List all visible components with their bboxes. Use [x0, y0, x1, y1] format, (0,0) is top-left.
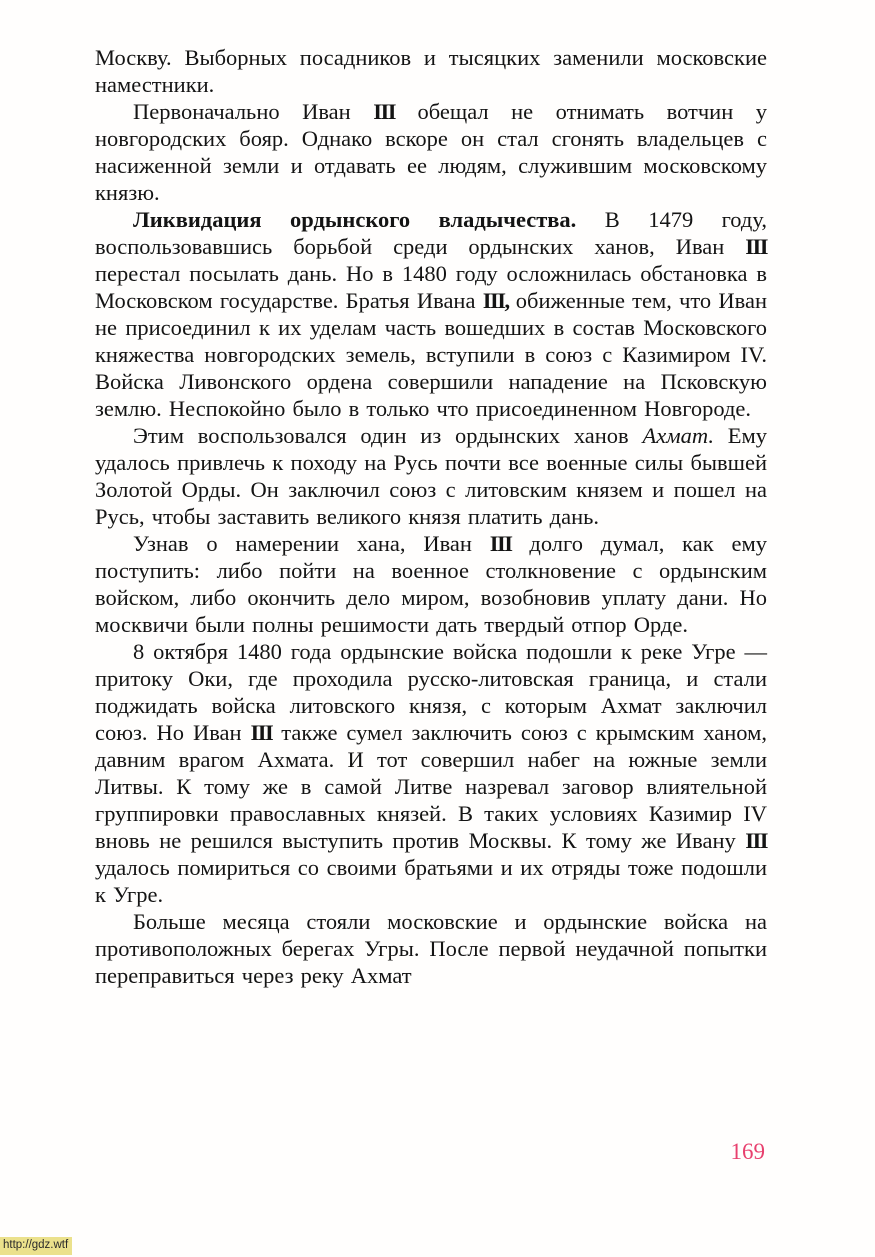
page-number: 169 [730, 1139, 765, 1164]
paragraph [95, 98, 767, 206]
text-segment: удалось помириться со своими братьями и их отряды тоже подошли к Угре. [95, 855, 767, 907]
roman-numeral: III [489, 531, 512, 556]
paragraph [95, 422, 767, 530]
text-segment: 8 октября 1480 года ордынские войска подошли к реке Угре — притоку Оки, где проходила русско-литовская граница, и стали поджидать войска литовского князя, с которым Ахмат заключил союз. Но Иван [95, 639, 767, 745]
italic-name: Ахмат. [642, 423, 714, 448]
text-segment: перестал посылать дань. Но в 1480 году осложнилась обстановка в Московском государстве. Братья Ивана [95, 261, 767, 313]
text-segment: долго думал, как ему поступить: либо пойти на военное столкновение с ордынским войском, либо окончить дело миром, возобновив уплату дани. Но москвичи были полны решимости дать твердый отпор Орде. [95, 531, 767, 637]
text-segment: Первоначально Иван [133, 99, 374, 124]
paragraph [95, 908, 767, 989]
text-segment: Больше месяца стояли московские и ордынские войска на противоположных берегах Угры. После первой неудачной попытки переправиться через реку Ахмат [95, 909, 767, 988]
text-segment: В 1479 году, воспользовавшись борьбой среди ордынских ханов, Иван [95, 207, 767, 259]
text-segment: Москву. Выборных посадников и тысяцких заменили московские наместники. [95, 45, 767, 97]
paragraph [95, 638, 767, 908]
paragraph [95, 206, 767, 422]
roman-numeral: III [745, 828, 767, 853]
text-block [95, 44, 767, 989]
text-segment: Этим воспользовался один из ордынских ханов [133, 423, 643, 448]
paragraph [95, 44, 767, 98]
paragraph [95, 530, 767, 638]
text-segment: Узнав о намерении хана, Иван [133, 531, 490, 556]
watermark-url: http://gdz.wtf [0, 1237, 72, 1255]
text-segment: обиженные тем, что Иван не присоединил к их уделам часть вошедших в состав Московского княжества новгородских земель, вступили в союз с Казимиром IV. Войска Ливонского ордена совершили нападение на Псковскую землю. Неспокойно было в только что присоединенном Новгороде. [95, 288, 767, 421]
text-segment: обещал не отнимать вотчин у новгородских бояр. Однако вскоре он стал сгонять владельцев с насиженной земли и отдавать ее людям, служившим московскому князю. [95, 99, 767, 205]
text-segment: также сумел заключить союз с крымским ханом, давним врагом Ахмата. И тот совершил набег на южные земли Литвы. К тому же в самой Литве назревал заговор влиятельной группировки православных князей. В таких условиях Казимир IV вновь не решился выступить против Москвы. К тому же Ивану [95, 720, 767, 853]
roman-numeral: III, [482, 288, 509, 313]
roman-numeral: III [250, 720, 273, 745]
section-heading: Ликвидация ордынского владычества. [133, 207, 577, 232]
roman-numeral: III [745, 234, 767, 259]
roman-numeral: III [373, 99, 395, 124]
text-segment: Ему удалось привлечь к походу на Русь почти все военные силы бывшей Золотой Орды. Он заключил союз с литовским князем и пошел на Русь, чтобы заставить великого князя платить дань. [95, 423, 768, 529]
